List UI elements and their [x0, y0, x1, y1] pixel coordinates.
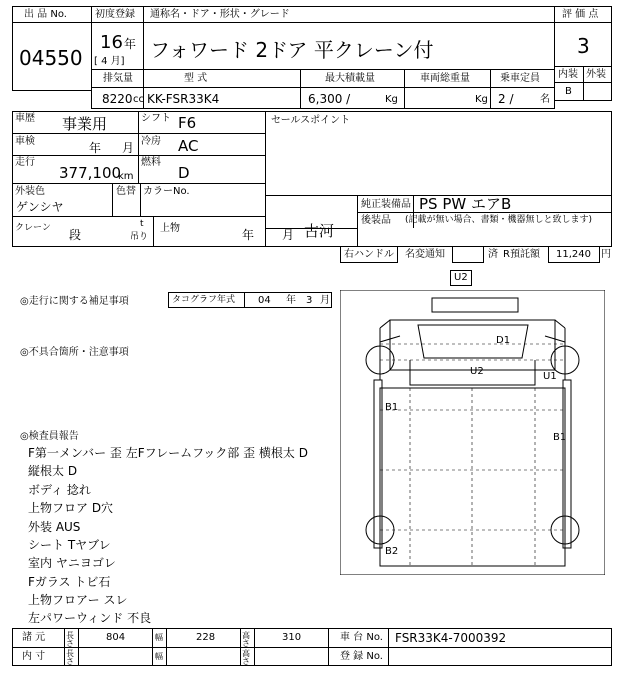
tachograph-month: 3	[306, 295, 313, 306]
crane-ton: t	[140, 219, 144, 229]
driving-notes-label: ◎走行に関する補足事項	[20, 296, 129, 307]
report-line: 外装 AUS	[28, 520, 81, 534]
recycle-deposit-unit: 円	[601, 249, 611, 260]
report-line: F第一メンバー 歪 左Fフレームフック部 歪 横根太 D	[28, 446, 308, 460]
shift-value: F6	[178, 114, 197, 132]
inner-length-label: 長さ	[66, 649, 74, 666]
report-line: 左パワーウィンド 不良	[28, 611, 152, 625]
lot-number-label: 出 品 No.	[24, 9, 67, 20]
model-label: 型 式	[184, 73, 208, 84]
score-label: 評 価 点	[562, 9, 599, 20]
score-value: 3	[577, 34, 590, 58]
length-value: 804	[106, 632, 126, 643]
fuel-value: D	[178, 164, 190, 182]
report-line: 上物フロア D穴	[28, 501, 114, 515]
width-label: 幅	[155, 633, 163, 642]
sales-point-label: セールスポイント	[271, 115, 351, 126]
mark-u2-top-box	[450, 270, 472, 286]
mark-b1-left: B1	[385, 402, 399, 413]
bed-maker: 古河	[304, 222, 335, 240]
defect-notes-label: ◎不具合箇所・注意事項	[20, 347, 129, 358]
crane-hoist: 吊り	[130, 232, 149, 242]
inner-height-label: 高さ	[242, 649, 250, 666]
inner-dims-label: 内 寸	[22, 651, 46, 662]
interior-grade-label: 内装	[558, 69, 578, 80]
displacement-label: 排気量	[103, 73, 133, 84]
bed-label: 上物	[160, 223, 180, 234]
mark-u2-center: U2	[470, 366, 484, 377]
exterior-grade-label: 外装	[586, 69, 606, 80]
capacity-label: 乗車定員	[500, 73, 540, 84]
tachograph-year: 04	[258, 295, 271, 306]
equipment-value: PS PW エアB	[419, 195, 512, 213]
gross-weight-unit: Kg	[475, 94, 488, 105]
right-hand-label: 右ハンドル	[344, 249, 394, 260]
report-line: 上物フロアー スレ	[28, 593, 128, 607]
interior-grade: B	[565, 86, 572, 97]
inspection-month: 月	[122, 141, 135, 155]
width-value: 228	[196, 632, 216, 643]
inner-width-label: 幅	[155, 652, 163, 661]
bed-year: 年	[242, 228, 255, 242]
report-line: シート Tヤブレ	[28, 538, 111, 552]
chassis-label: 車 台 No.	[340, 632, 383, 643]
ac-label: 冷房	[141, 136, 161, 147]
vehicle-name-label: 通称名・ドア・形状・グレード	[150, 9, 290, 20]
mileage-unit: km	[118, 171, 134, 182]
history-label: 車歴	[15, 113, 35, 124]
name-change-label: 名変通知	[405, 249, 445, 260]
report-line: 縦根太 D	[28, 464, 78, 478]
color-number-label: カラーNo.	[143, 186, 190, 197]
after-market-note: (記載が無い場合、書類・機器無しと致します)	[405, 215, 593, 225]
vehicle-name: フォワード 2ドア 平クレーン付	[150, 38, 434, 62]
capacity-value: 2 /	[498, 92, 514, 106]
mark-b1-right: B1	[553, 432, 567, 443]
chassis-value: FSR33K4-7000392	[395, 631, 507, 645]
mark-u1: U1	[543, 371, 557, 382]
report-line: 室内 ヤニヨゴレ	[28, 556, 116, 570]
exterior-color-label: 外装色	[15, 186, 45, 197]
fuel-label: 燃料	[141, 157, 161, 168]
report-line: Fガラス トビ石	[28, 575, 111, 589]
bed-month: 月	[282, 228, 295, 242]
mark-b2: B2	[385, 546, 399, 557]
max-load-unit: Kg	[385, 94, 398, 105]
history-value: 事業用	[62, 115, 108, 133]
displacement-value: 8220	[102, 92, 133, 106]
max-load-value: 6,300 /	[308, 92, 351, 106]
registration-year-unit: 年	[124, 37, 137, 51]
mileage-value: 377,100	[59, 164, 122, 182]
height-value: 310	[282, 632, 302, 643]
displacement-unit: cc	[133, 94, 144, 105]
tachograph-label: タコグラフ年式	[172, 295, 236, 305]
crane-label: クレーン	[15, 223, 51, 233]
ac-value: AC	[178, 137, 199, 155]
report-line: ボディ 捻れ	[28, 483, 91, 497]
inspection-year: 年	[89, 141, 102, 155]
tachograph-month-unit: 月	[320, 295, 330, 306]
inspector-report-label: ◎検査員報告	[20, 431, 79, 442]
mark-u2-top: U2	[454, 272, 468, 283]
gross-weight-label: 車両総重量	[420, 73, 470, 84]
inspection-label: 車検	[15, 136, 35, 147]
max-load-label: 最大積載量	[325, 73, 375, 84]
registration-month: [ 4 月]	[94, 56, 125, 67]
color-change-label: 色替	[116, 186, 136, 197]
exterior-color-value: ゲンシヤ	[16, 200, 64, 214]
mark-d1: D1	[496, 335, 511, 346]
equipment-label: 純正装備品	[361, 199, 411, 210]
crane-stage: 段	[69, 228, 82, 242]
length-label: 長さ	[66, 631, 74, 648]
mileage-label: 走行	[15, 157, 35, 168]
mark-done: 済	[488, 249, 498, 260]
first-registration-label: 初度登録	[95, 9, 135, 20]
dims-label: 諸 元	[22, 632, 46, 643]
after-market-label: 後装品	[361, 215, 391, 226]
recycle-deposit-value: 11,240	[556, 249, 591, 260]
shift-label: シフト	[141, 113, 171, 124]
model-value: KK-FSR33K4	[147, 92, 220, 106]
name-change-box	[452, 246, 484, 263]
capacity-unit: 名	[540, 94, 550, 105]
tachograph-year-unit: 年	[286, 295, 296, 306]
registration-year: 16	[100, 32, 123, 53]
height-label: 高さ	[242, 631, 250, 648]
registration-number-label: 登 録 No.	[340, 651, 383, 662]
recycle-deposit-label: R預託額	[503, 249, 540, 260]
lot-number: 04550	[19, 46, 83, 70]
